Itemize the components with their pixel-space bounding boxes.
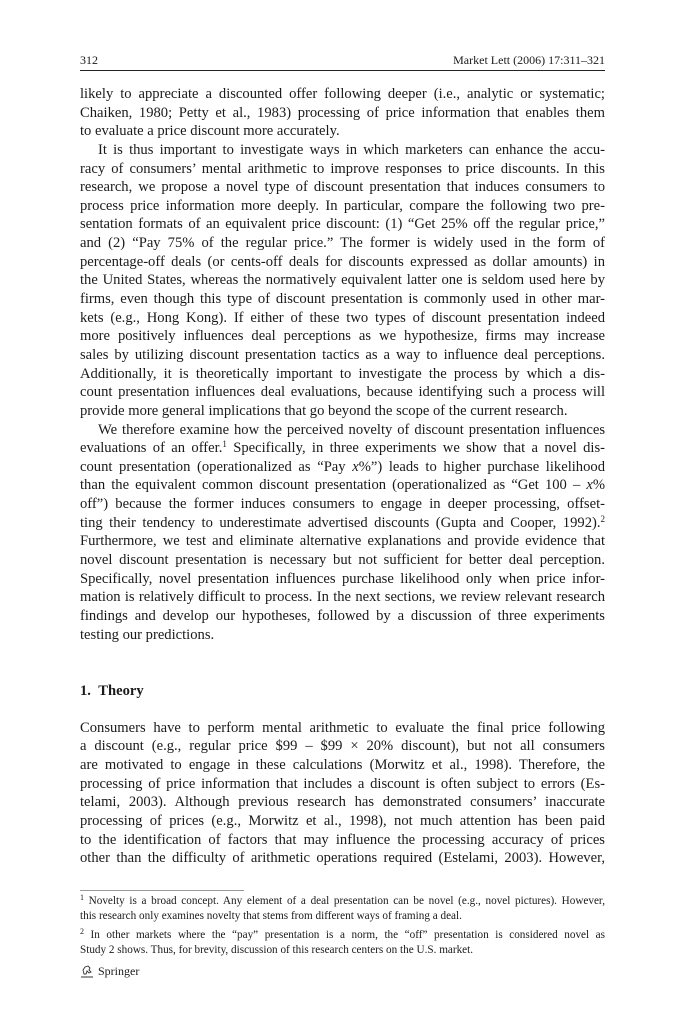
text-line: provide more general implications that go beyond the scope of the current research.	[80, 402, 568, 419]
text-line: Specifically, novel presentation influences purchase likelihood only when price infor-	[80, 570, 605, 587]
text-line: sales by utilizing discount presentation tactics as a way to influence deal perceptions.	[80, 346, 605, 363]
text-fragment: %	[592, 477, 605, 494]
paragraph-theory	[80, 719, 605, 868]
footnote-ref-1[interactable]: 1	[222, 439, 227, 450]
text-line: percentage-off deals (or cents-off deals for discounts expressed as dollar amounts) in	[80, 253, 605, 270]
text-line: process price information more deeply. In particular, compare the following two pre-	[80, 197, 605, 214]
header-rule	[80, 70, 605, 71]
spacer	[80, 700, 605, 719]
paragraph-importance	[80, 141, 605, 421]
footnote-line	[80, 928, 605, 943]
text-line: processing of price information that includes a discount is often subject to errors (Es-	[80, 775, 605, 792]
section-heading: 1. Theory	[80, 682, 144, 699]
spacer	[80, 644, 605, 663]
text-line: research, we propose a novel type of discount presentation that induces consumers to	[80, 179, 605, 196]
text-line	[80, 439, 605, 458]
text-line: to evaluate a price discount more accurately.	[80, 123, 340, 140]
footnote-1	[80, 894, 605, 924]
text-line: Additionally, it is theoretically important to investigate the process by which a dis-	[80, 365, 605, 382]
text-line: sentation formats of an equivalent price discount: (1) “Get 25% off the regular price,”	[80, 216, 605, 233]
text-line: kets (e.g., Hong Kong). If either of these two types of discount presentation indeed	[80, 309, 605, 326]
text-fragment: ting their tendency to underestimate advertised discounts (Gupta and Cooper, 1992).	[80, 514, 601, 531]
text-fragment: Specifically, in three experiments we show that a novel dis-	[226, 440, 605, 457]
text-line: to the identification of factors that may influence the processing accuracy of prices	[80, 831, 605, 848]
text-line: and (2) “Pay 75% of the regular price.” The former is widely used in the form of	[80, 235, 605, 252]
text-line: are motivated to engage in these calculations (Morwitz et al., 1998). Therefore, the	[80, 757, 605, 774]
text-line: telami, 2003). Although previous research has demonstrated consumers’ inaccurate	[80, 794, 605, 811]
running-header	[80, 52, 605, 68]
footnote-marker: 1	[80, 893, 84, 902]
paragraph-novelty	[80, 421, 605, 645]
text-line	[80, 476, 605, 495]
body-text	[80, 85, 605, 868]
spacer	[80, 663, 605, 682]
math-variable: x	[586, 477, 593, 494]
publisher-name: Springer	[98, 964, 140, 978]
footnote-line: this research only examines novelty that stems from different ways of framing a deal.	[80, 910, 462, 922]
text-line	[80, 514, 605, 533]
text-line: Chaiken, 1980; Petty et al., 1983) processing of price information that enables them	[80, 104, 605, 121]
text-line: racy of consumers’ mental arithmetic to improve responses to price discounts. In this	[80, 160, 605, 177]
text-line: We therefore examine how the perceived novelty of discount presentation influences	[98, 421, 605, 438]
text-line: firms, even though this type of discount presentation is commonly used in other mar-	[80, 291, 605, 308]
text-line: findings and develop our hypotheses, followed by a discussion of three experiments	[80, 607, 605, 624]
text-fragment: than the equivalent common discount presentation (operationalized as “Get 100 –	[80, 477, 587, 494]
footnote-marker: 2	[80, 927, 84, 936]
text-line: Consumers have to perform mental arithmetic to evaluate the final price following	[80, 719, 605, 736]
footnote-2	[80, 928, 605, 958]
springer-horse-icon	[80, 964, 95, 979]
footnote-line	[80, 894, 605, 909]
text-fragment: Novelty is a broad concept. Any element of a deal presentation can be novel (e.g., novel pictures). However,	[84, 895, 605, 907]
footnote-ref-2[interactable]: 2	[600, 513, 605, 524]
text-line	[80, 458, 605, 477]
text-line: likely to appreciate a discounted offer following deeper (i.e., analytic or systematic;	[80, 86, 605, 102]
text-line: the United States, whereas the normatively equivalent latter one is seldom used here by	[80, 272, 605, 289]
text-line: processing of prices (e.g., Morwitz et al., 1998), not much attention has been paid	[80, 812, 605, 829]
paragraph-continuation	[80, 85, 605, 141]
text-line: a discount (e.g., regular price $99 – $99 × 20% discount), but not all consumers	[80, 738, 605, 755]
text-line: off”) because the former induces consumers to engage in deeper processing, offset-	[80, 496, 605, 513]
text-fragment: evaluations of an offer.	[80, 440, 223, 457]
text-line: Furthermore, we test and eliminate alternative explanations and provide evidence that	[80, 533, 605, 550]
math-variable: x	[352, 458, 359, 475]
text-line: mation is relatively difficult to process. In the next sections, we review relevant research	[80, 589, 605, 606]
page-number: 312	[80, 53, 98, 67]
text-line: more positively influences deal perceptions as we hypothesize, firms may increase	[80, 328, 605, 345]
text-fragment: %”) leads to higher purchase likelihood	[358, 458, 605, 475]
text-line: It is thus important to investigate ways in which marketers can enhance the accu-	[98, 141, 605, 158]
footnotes	[80, 894, 605, 958]
publisher-logo	[80, 962, 139, 980]
text-line: count presentation influences deal evaluations, because identifying such a process will	[80, 384, 605, 401]
footnote-line: Study 2 shows. Thus, for brevity, discussion of this research centers on the U.S. market.	[80, 944, 474, 956]
text-line: testing our predictions.	[80, 626, 215, 643]
text-fragment: In other markets where the “pay” presentation is a norm, the “off” presentation is considered novel as	[84, 929, 605, 941]
journal-citation: Market Lett (2006) 17:311–321	[453, 53, 605, 67]
text-line: other than the difficulty of arithmetic operations required (Estelami, 2003). However,	[80, 850, 605, 867]
text-fragment: count presentation (operationalized as “Pay	[80, 458, 353, 475]
text-line: novel discount presentation is necessary but not sufficient for better deal perception.	[80, 552, 605, 569]
footnote-rule	[80, 890, 244, 891]
